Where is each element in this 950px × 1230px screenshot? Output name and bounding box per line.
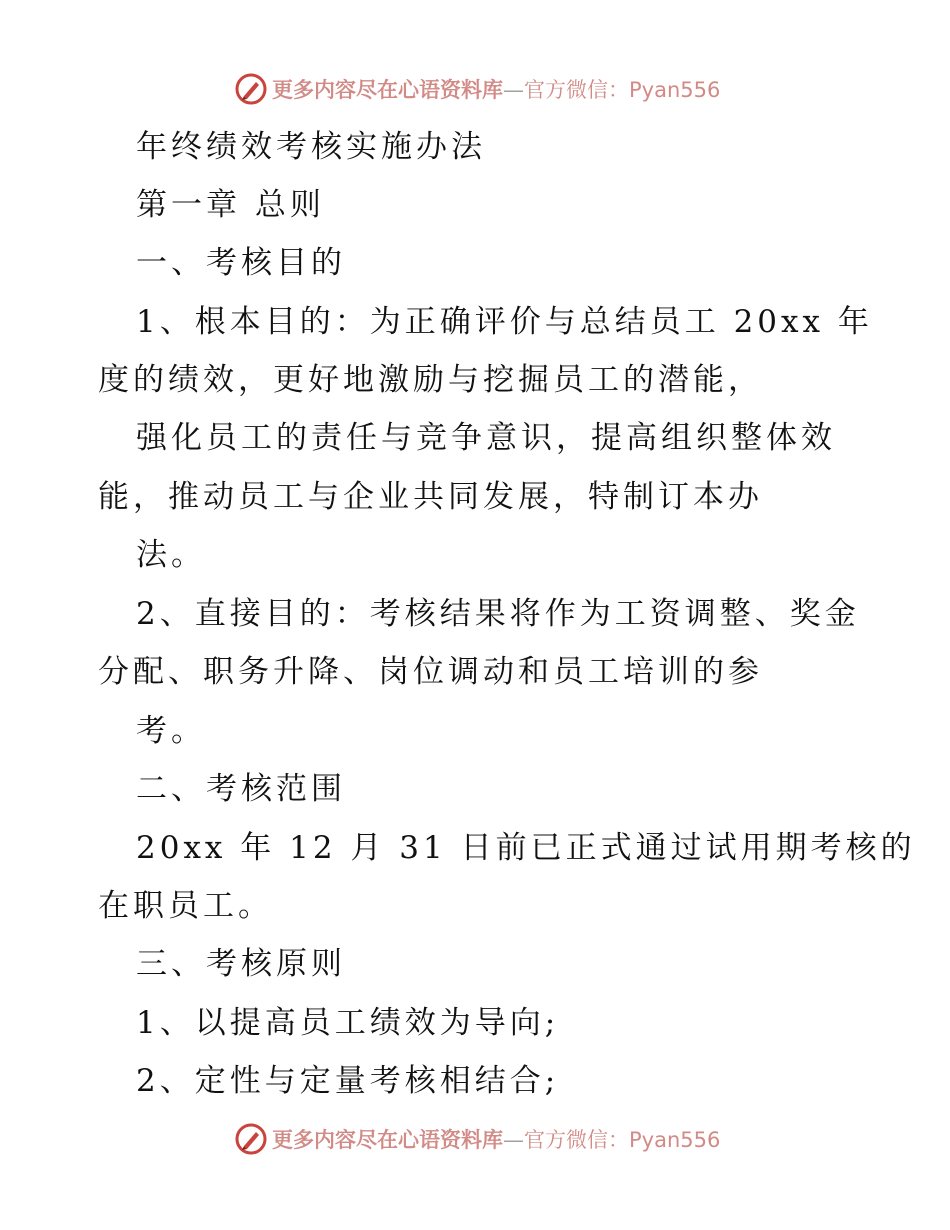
paragraph-line: 分配、职务升降、岗位调动和员工培训的参 — [98, 654, 763, 690]
section-heading: 一、考核目的 — [136, 245, 346, 281]
paragraph-line: 1、根本目的：为正确评价与总结员工 20xx 年 — [136, 304, 873, 340]
watermark-text — [272, 1127, 720, 1153]
watermark-separator: — — [503, 1128, 524, 1152]
watermark-text — [272, 77, 720, 103]
paragraph-line: 20xx 年 12 月 31 日前已正式通过试用期考核的 — [136, 830, 916, 866]
watermark-wechat: Pyan556 — [629, 1128, 721, 1152]
watermark-main: 更多内容尽在心语资料库 — [272, 1128, 503, 1152]
section-heading: 二、考核范围 — [136, 771, 346, 807]
pen-logo-icon — [234, 1122, 268, 1156]
paragraph-line: 2、定性与定量考核相结合; — [136, 1063, 560, 1099]
paragraph-line: 考。 — [136, 713, 206, 749]
watermark-official: 官方微信： — [524, 1128, 629, 1152]
chapter-heading: 第一章 总则 — [136, 187, 325, 223]
paragraph-line: 强化员工的责任与竞争意识，提高组织整体效 — [136, 420, 836, 456]
paragraph-line: 1、以提高员工绩效为导向; — [136, 1005, 560, 1041]
watermark-main: 更多内容尽在心语资料库 — [272, 78, 503, 102]
watermark-official: 官方微信： — [524, 78, 629, 102]
watermark-separator: — — [503, 78, 524, 102]
paragraph-line: 2、直接目的：考核结果将作为工资调整、奖金 — [136, 596, 860, 632]
watermark-header — [0, 70, 950, 110]
section-heading: 三、考核原则 — [136, 946, 346, 982]
paragraph-line: 法。 — [136, 537, 206, 573]
pen-logo-icon — [234, 72, 268, 106]
paragraph-line: 能，推动员工与企业共同发展，特制订本办 — [98, 479, 763, 515]
doc-title: 年终绩效考核实施办法 — [136, 129, 486, 165]
paragraph-line: 在职员工。 — [98, 888, 273, 924]
paragraph-line: 度的绩效，更好地激励与挖掘员工的潜能， — [98, 362, 763, 398]
watermark-wechat: Pyan556 — [629, 78, 721, 102]
watermark-footer — [0, 1120, 950, 1160]
